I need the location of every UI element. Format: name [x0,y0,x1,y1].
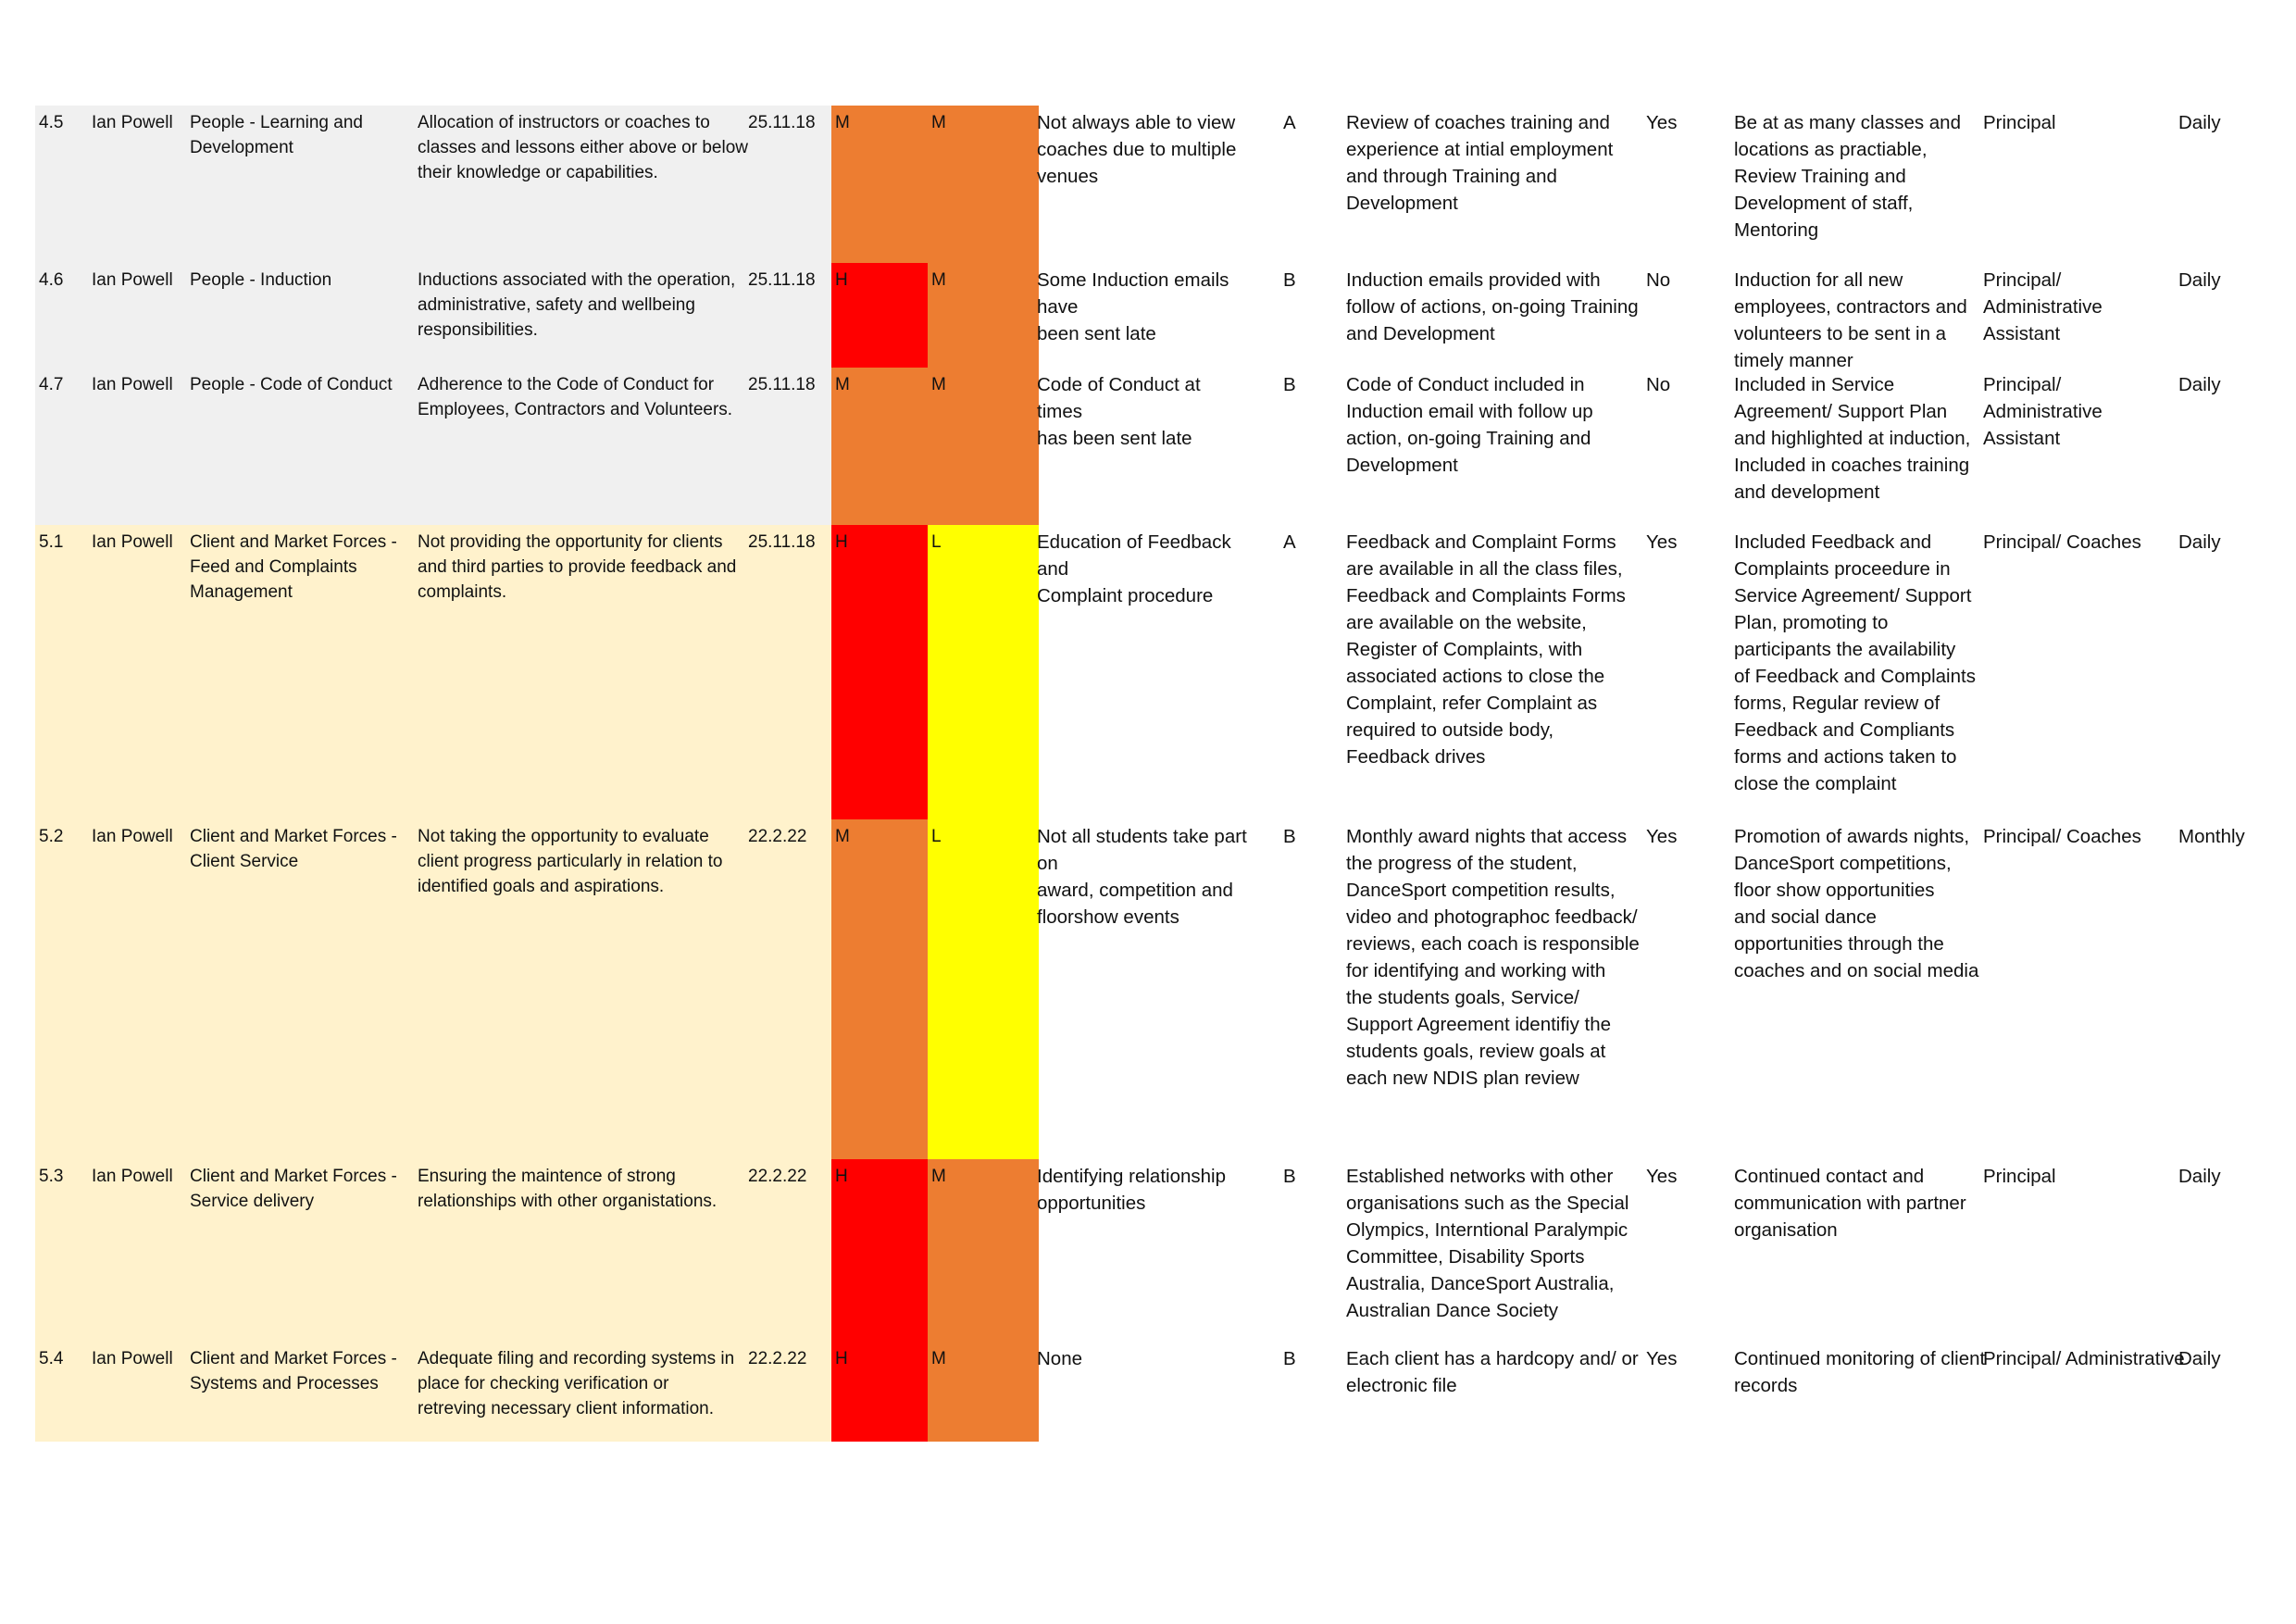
item-id: 5.4 [39,1349,64,1368]
responsible-person: Principal [1983,1166,2056,1187]
current-controls: Code of Conduct included in Induction email with follow up action, on-going Training and Development [1346,374,1593,476]
risk-owner: Ian Powell [92,1167,173,1186]
responsible-person: Principal/ Administrative [1983,1348,2185,1369]
risk-category: Client and Market Forces - Systems and Processes [190,1349,397,1393]
risk-description: Ensuring the maintence of strong relationships with other organistations. [418,1167,718,1211]
control-grade: B [1283,1348,1296,1369]
likelihood-rating: H [831,525,928,819]
item-id: 5.3 [39,1167,64,1186]
consequence-rating: M [928,368,1039,525]
review-date: 22.2.22 [748,1349,807,1368]
control-grade: B [1283,1166,1296,1187]
further-actions: Continued monitoring of client records [1734,1348,1986,1396]
review-frequency: Daily [2178,1166,2221,1187]
responsible-person: Principal/ Coaches [1983,826,2141,847]
current-controls: Established networks with other organisations such as the Special Olympics, Interntional Paralympic Committee, Disability Sports Australia, DanceSport Australia, Australian Dance Society [1346,1166,1629,1321]
responsible-person: Principal [1983,112,2056,133]
likelihood-rating: H [831,263,928,368]
review-frequency: Daily [2178,374,2221,395]
risk-category: People - Code of Conduct [190,375,393,394]
risk-owner: Ian Powell [92,375,173,394]
current-controls: Each client has a hardcopy and/ or electronic file [1346,1348,1639,1396]
table-row [35,1342,2285,1442]
risk-category: Client and Market Forces - Feed and Complaints Management [190,532,397,602]
further-actions: Included in Service Agreement/ Support Plan and highlighted at induction, Included in coaches training and development [1734,374,1971,503]
item-id: 5.1 [39,532,64,552]
consequence-rating: L [928,525,1039,819]
consequence-rating: M [928,1342,1039,1442]
control-grade: A [1283,531,1296,553]
responsible-person: Principal/ Administrative Assistant [1983,269,2103,344]
item-id: 5.2 [39,827,64,846]
controls-effective: Yes [1646,112,1678,133]
risk-category: Client and Market Forces - Service delivery [190,1167,397,1211]
responsible-person: Principal/ Coaches [1983,531,2141,553]
risk-description: Adequate filing and recording systems in place for checking verification or retreving necessary client information. [418,1349,735,1418]
table-row [35,263,2285,371]
current-controls: Review of coaches training and experience at intial employment and through Training and Development [1346,112,1614,214]
table-row [35,106,2285,263]
risk-description: Inductions associated with the operation, administrative, safety and wellbeing responsibilities. [418,270,736,340]
identified-issue: Some Induction emails have been sent late [1037,269,1229,344]
control-grade: B [1283,374,1296,395]
risk-owner: Ian Powell [92,532,173,552]
item-id: 4.5 [39,113,64,132]
further-actions: Induction for all new employees, contractors and volunteers to be sent in a timely manner [1734,269,1967,371]
consequence-rating: M [928,106,1039,263]
control-grade: A [1283,112,1296,133]
risk-owner: Ian Powell [92,1349,173,1368]
review-frequency: Monthly [2178,826,2245,847]
risk-description: Allocation of instructors or coaches to classes and lessons either above or below their knowledge or capabilities. [418,113,748,182]
risk-owner: Ian Powell [92,270,173,290]
current-controls: Monthly award nights that access the progress of the student, DanceSport competition results, video and photographoc feedback/ reviews, each coach is responsible for identifying and working with the students goals, Service/ Support Agreement identifiy the students goals, review goals at each new NDIS plan review [1346,826,1640,1089]
identified-issue: Code of Conduct at times has been sent late [1037,374,1201,449]
item-id: 4.6 [39,270,64,290]
risk-category: Client and Market Forces - Client Service [190,827,397,871]
risk-description: Not providing the opportunity for clients and third parties to provide feedback and complaints. [418,532,737,602]
likelihood-rating: M [831,368,928,525]
further-actions: Be at as many classes and locations as practiable, Review Training and Development of staff, Mentoring [1734,112,1961,241]
further-actions: Promotion of awards nights, DanceSport competitions, floor show opportunities and social dance opportunities through the coaches and on social media [1734,826,1979,981]
current-controls: Feedback and Complaint Forms are available in all the class files, Feedback and Complaints Forms are available on the website, Register of Complaints, with associated actions to close the Complaint, refer Complaint as required to outside body, Feedback drives [1346,531,1626,768]
risk-owner: Ian Powell [92,113,173,132]
risk-category: People - Learning and Development [190,113,363,157]
likelihood-rating: H [831,1342,928,1442]
table-row [35,1159,2285,1342]
identified-issue: Education of Feedback and Complaint procedure [1037,531,1231,606]
review-date: 22.2.22 [748,1167,807,1186]
likelihood-rating: M [831,819,928,1159]
likelihood-rating: M [831,106,928,263]
risk-category: People - Induction [190,270,332,290]
risk-description: Not taking the opportunity to evaluate client progress particularly in relation to identified goals and aspirations. [418,827,723,896]
identified-issue: Not all students take part on award, competition and floorshow events [1037,826,1247,928]
controls-effective: No [1646,269,1671,291]
responsible-person: Principal/ Administrative Assistant [1983,374,2103,449]
controls-effective: Yes [1646,1348,1678,1369]
table-row [35,819,2285,1159]
review-frequency: Daily [2178,1348,2221,1369]
review-date: 25.11.18 [748,375,816,394]
controls-effective: No [1646,374,1671,395]
consequence-rating: M [928,1159,1039,1342]
identified-issue: Not always able to view coaches due to multiple venues [1037,112,1237,187]
review-frequency: Daily [2178,112,2221,133]
controls-effective: Yes [1646,531,1678,553]
identified-issue: Identifying relationship opportunities [1037,1166,1226,1214]
further-actions: Continued contact and communication with partner organisation [1734,1166,1966,1241]
control-grade: B [1283,269,1296,291]
consequence-rating: M [928,263,1039,368]
controls-effective: Yes [1646,826,1678,847]
review-date: 25.11.18 [748,113,816,132]
consequence-rating: L [928,819,1039,1159]
controls-effective: Yes [1646,1166,1678,1187]
review-frequency: Daily [2178,531,2221,553]
table-row [35,525,2285,819]
identified-issue: None [1037,1348,1083,1369]
control-grade: B [1283,826,1296,847]
further-actions: Included Feedback and Complaints proceedure in Service Agreement/ Support Plan, promoting to participants the availability of Feedback and Complaints forms, Regular review of Feedback and Compliants forms and actions taken to close the complaint [1734,531,1976,794]
review-date: 22.2.22 [748,827,807,846]
risk-owner: Ian Powell [92,827,173,846]
likelihood-rating: H [831,1159,928,1342]
review-date: 25.11.18 [748,270,816,290]
item-id: 4.7 [39,375,64,394]
table-row [35,368,2285,525]
risk-description: Adherence to the Code of Conduct for Employees, Contractors and Volunteers. [418,375,733,419]
current-controls: Induction emails provided with follow of actions, on-going Training and Development [1346,269,1639,344]
review-date: 25.11.18 [748,532,816,552]
review-frequency: Daily [2178,269,2221,291]
